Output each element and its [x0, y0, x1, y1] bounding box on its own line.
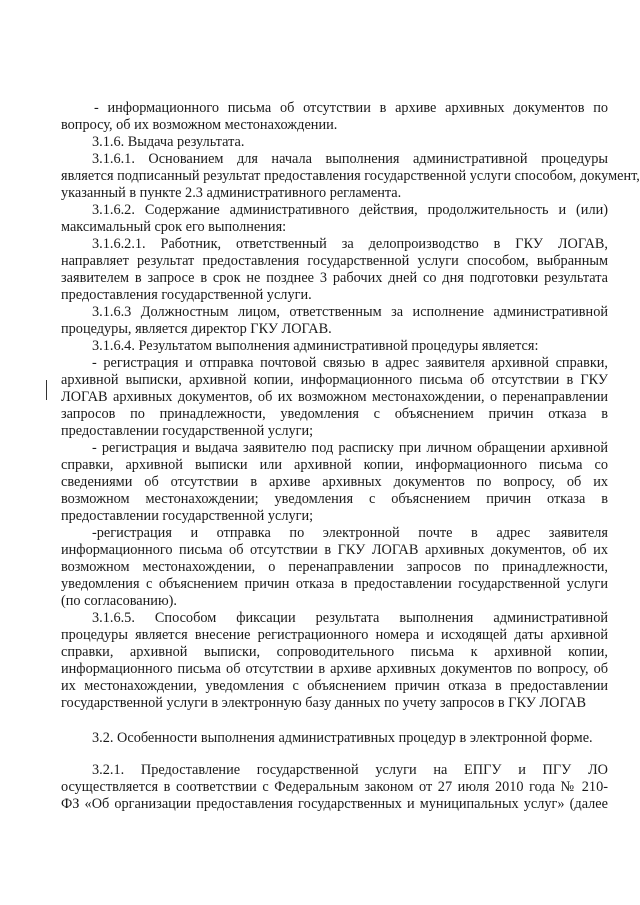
- text-line: запросов по принадлежности, уведомления с объяснением причин отказа в: [61, 406, 608, 422]
- text-line: - информационного письма об отсутствии в архиве архивных документов по: [94, 100, 608, 116]
- text-line: ФЗ «Об организации предоставления государственных и муниципальных услуг» (далее: [61, 796, 608, 812]
- text-line: предоставлении государственной услуги;: [61, 508, 314, 524]
- text-line: информационного письма об отсутствии в архиве архивных документов по вопросу, об: [61, 661, 608, 677]
- text-line: указанный в пункте 2.3 административного регламента.: [61, 185, 402, 201]
- text-line: вопросу, об их возможном местонахождении.: [61, 117, 338, 133]
- text-line: направляет результат предоставления государственной услуги способом, выбранным: [61, 253, 608, 269]
- text-line: 3.1.6.4. Результатом выполнения административной процедуры является:: [92, 338, 539, 354]
- text-line: государственной услуги в электронную базу данных по учету запросов в ГКУ ЛОГАВ: [61, 695, 587, 711]
- text-line: уведомления с объяснением причин отказа в предоставлении государственной услуги: [61, 576, 608, 592]
- text-line: 3.1.6.2.1. Работник, ответственный за делопроизводство в ГКУ ЛОГАВ,: [92, 236, 608, 252]
- section-heading: 3.1.6. Выдача результата.: [92, 134, 245, 150]
- text-line: возможном местонахождении, о перенаправлении запросов по принадлежности,: [61, 559, 608, 575]
- text-line: 3.1.6.2. Содержание административного действия, продолжительность и (или): [92, 202, 608, 218]
- text-line: предоставления государственной услуги.: [61, 287, 312, 303]
- text-line: 3.1.6.1. Основанием для начала выполнения административной процедуры: [92, 151, 608, 167]
- text-line: осуществляется в соответствии с Федеральным законом от 27 июля 2010 года № 210-: [61, 779, 608, 795]
- text-line: - регистрация и выдача заявителю под расписку при личном обращении архивной: [92, 440, 608, 456]
- text-line: 3.1.6.5. Способом фиксации результата выполнения административной: [92, 610, 608, 626]
- text-line: архивной выписки, архивной копии, информационного письма об отсутствии в ГКУ: [61, 372, 608, 388]
- text-line: процедуры является внесение регистрационного номера и исходящей даты архивной: [61, 627, 608, 643]
- text-line: их местонахождении, уведомления с объяснением причин отказа в предоставлении: [61, 678, 608, 694]
- text-line: процедуры, является директор ГКУ ЛОГАВ.: [61, 321, 332, 337]
- text-line: справки, архивной выписки, сопроводительного письма к архивной копии,: [61, 644, 608, 660]
- text-line: ЛОГАВ архивных документов, об их возможном местонахождении, о перенаправлении: [61, 389, 608, 405]
- margin-mark: [46, 380, 47, 400]
- text-line: информационного письма об отсутствии в ГКУ ЛОГАВ архивных документов, об их: [61, 542, 608, 558]
- text-line: 3.2.1. Предоставление государственной услуги на ЕПГУ и ПГУ ЛО: [92, 762, 608, 778]
- text-line: максимальный срок его выполнения:: [61, 219, 287, 235]
- text-line: возможном местонахождении; уведомления с объяснением причин отказа в: [61, 491, 608, 507]
- text-line: является подписанный результат предоставления государственной услуги способом, документ,: [61, 168, 640, 184]
- text-line: предоставлении государственной услуги;: [61, 423, 314, 439]
- text-line: -регистрация и отправка по электронной почте в адрес заявителя: [92, 525, 608, 541]
- text-line: - регистрация и отправка почтовой связью в адрес заявителя архивной справки,: [92, 355, 608, 371]
- text-line: (по согласованию).: [61, 593, 177, 609]
- text-line: сведениями об отсутствии в архиве архивных документов по вопросу, об их: [61, 474, 608, 490]
- section-heading: 3.2. Особенности выполнения административных процедур в электронной форме.: [92, 730, 593, 746]
- text-line: 3.1.6.3 Должностным лицом, ответственным за исполнение административной: [92, 304, 608, 320]
- text-line: заявителем в запросе в срок не позднее 3 рабочих дней со дня подготовки результата: [61, 270, 608, 286]
- text-line: справки, архивной выписки или архивной копии, информационного письма со: [61, 457, 608, 473]
